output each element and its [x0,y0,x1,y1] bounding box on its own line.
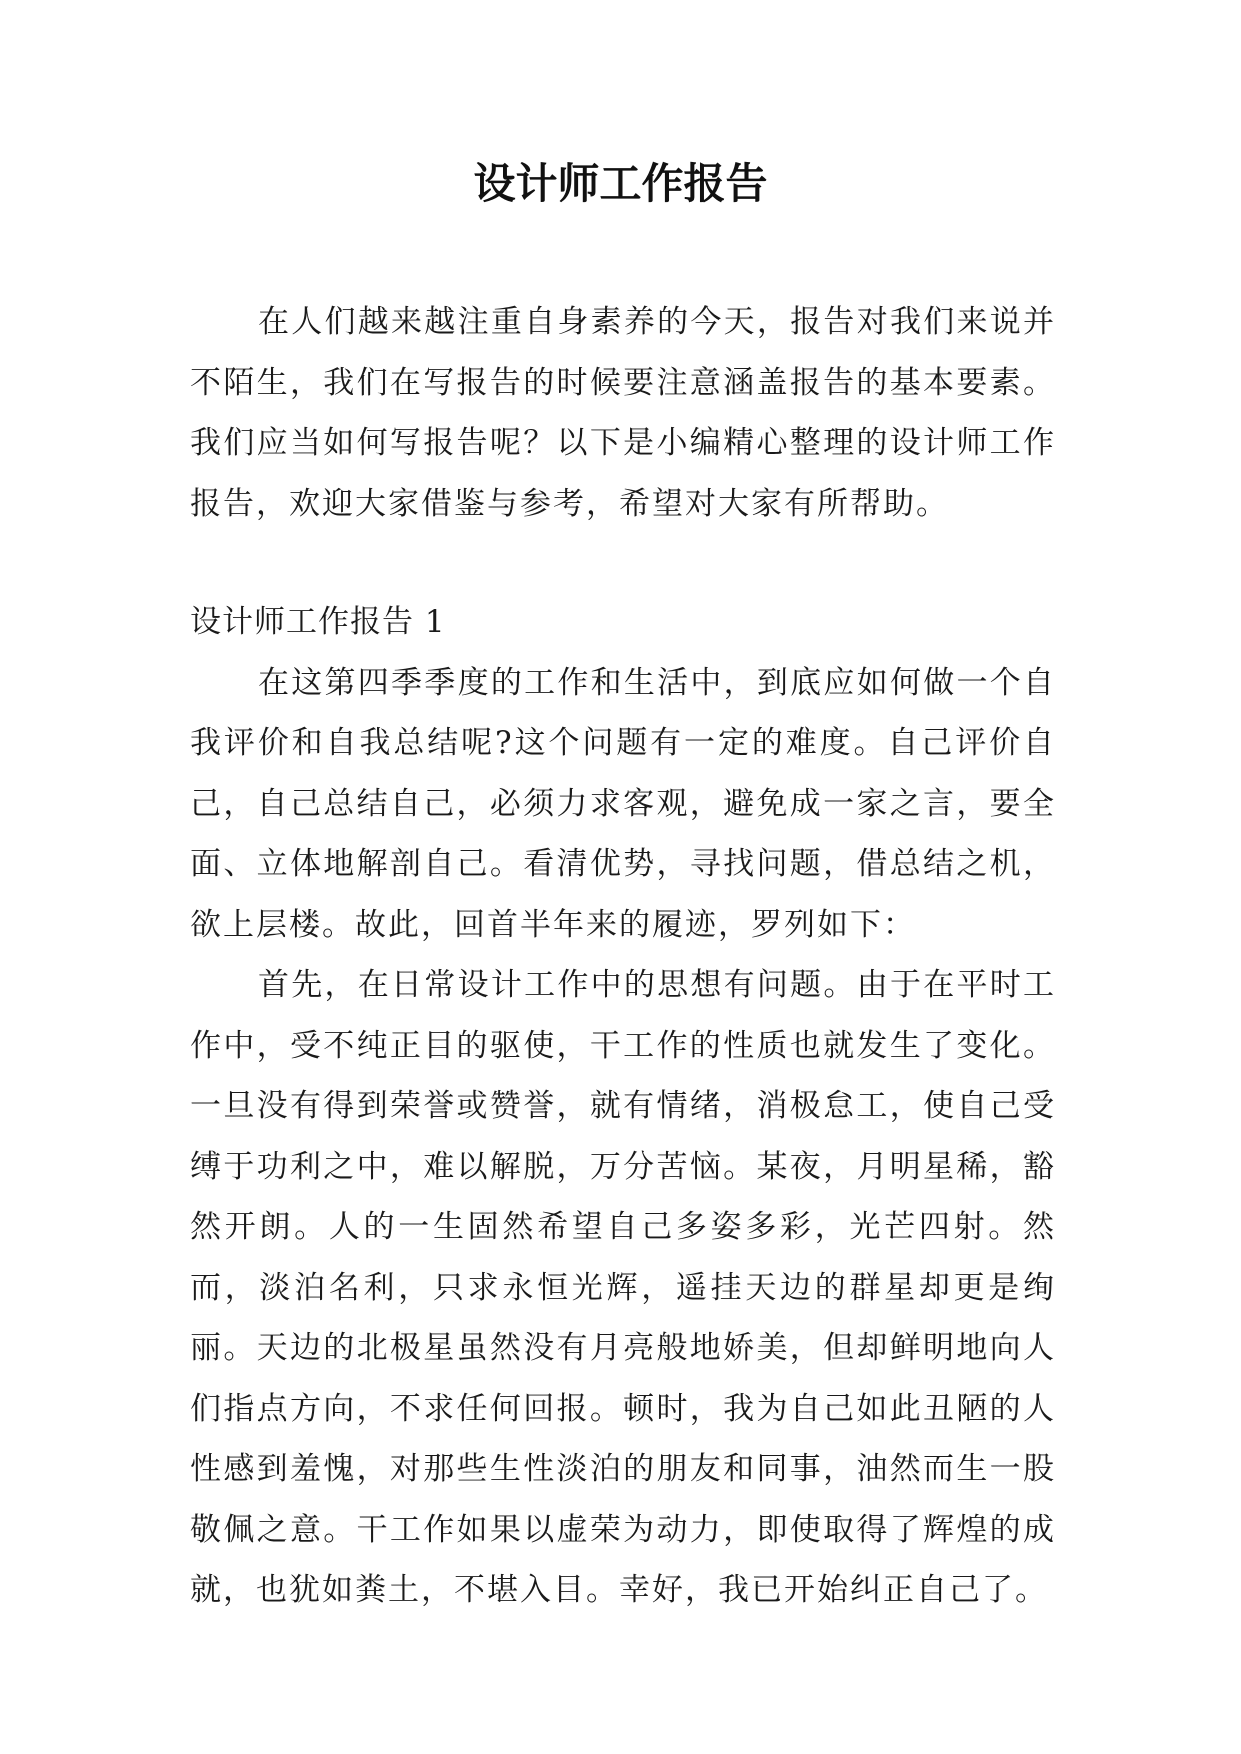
document-title: 设计师工作报告 [473,159,768,208]
section-heading: 设计师工作报告 1 [190,604,446,640]
intro-paragraph: 在人们越来越注重自身素养的今天，报告对我们来说并不陌生，我们在写报告的时候要注意涵盖报告的基本要素。我们应当如何写报告呢？以下是小编精心整理的设计师工作报告，欢迎大家借鉴与参考，希望对大家有所帮助。 [190,304,1056,522]
section-paragraph: 首先，在日常设计工作中的思想有问题。由于在平时工作中，受不纯正目的驱使，干工作的性质也就发生了变化。一旦没有得到荣誉或赞誉，就有情绪，消极怠工，使自己受缚于功利之中，难以解脱，万分苦恼。某夜，月明星稀，豁然开朗。人的一生固然希望自己多姿多彩，光芒四射。然而，淡泊名利，只求永恒光辉，遥挂天边的群星却更是绚丽。天边的北极星虽然没有月亮般地娇美，但却鲜明地向人们指点方向，不求任何回报。顿时，我为自己如此丑陋的人性感到羞愧，对那些生性淡泊的朋友和同事，油然而生一股敬佩之意。干工作如果以虚荣为动力，即使取得了辉煌的成就，也犹如粪土，不堪入目。幸好，我已开始纠正自己了。 [190,967,1056,1608]
document-body [190,292,1056,1621]
section-paragraph: 在这第四季季度的工作和生活中，到底应如何做一个自我评价和自我总结呢?这个问题有一定的难度。自己评价自己，自己总结自己，必须力求客观，避免成一家之言，要全面、立体地解剖自己。看清优势，寻找问题，借总结之机，欲上层楼。故此，回首半年来的履迹，罗列如下： [190,664,1056,943]
